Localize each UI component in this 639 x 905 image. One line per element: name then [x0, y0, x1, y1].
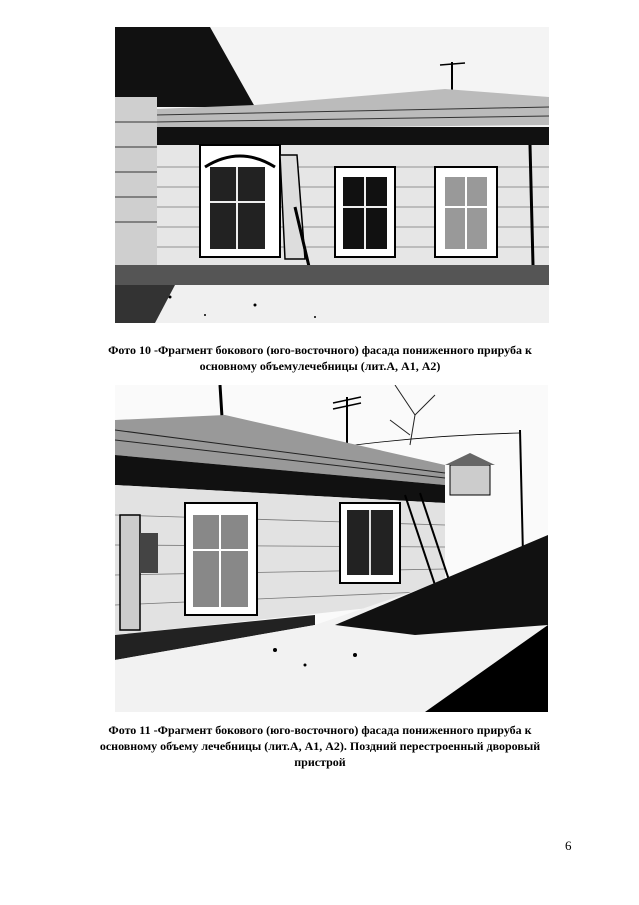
photo-10 — [115, 27, 549, 323]
caption-line: основному объему лечебницы (лит.А, А1, А2). Поздний перестроенный дворовый — [99, 739, 541, 753]
photo-11 — [115, 385, 548, 712]
photo-11-caption — [50, 722, 590, 770]
page-number: 6 — [565, 838, 572, 853]
photo-10-caption — [60, 342, 580, 374]
caption-line: пристрой — [294, 755, 346, 769]
caption-line: Фото 11 -Фрагмент бокового (юго-восточного) фасада пониженного прируба к — [108, 723, 532, 737]
caption-line: Фото 10 -Фрагмент бокового (юго-восточного) фасада пониженного прируба к — [108, 343, 532, 357]
caption-line: основному объемулечебницы (лит.А, А1, А2) — [199, 359, 441, 373]
